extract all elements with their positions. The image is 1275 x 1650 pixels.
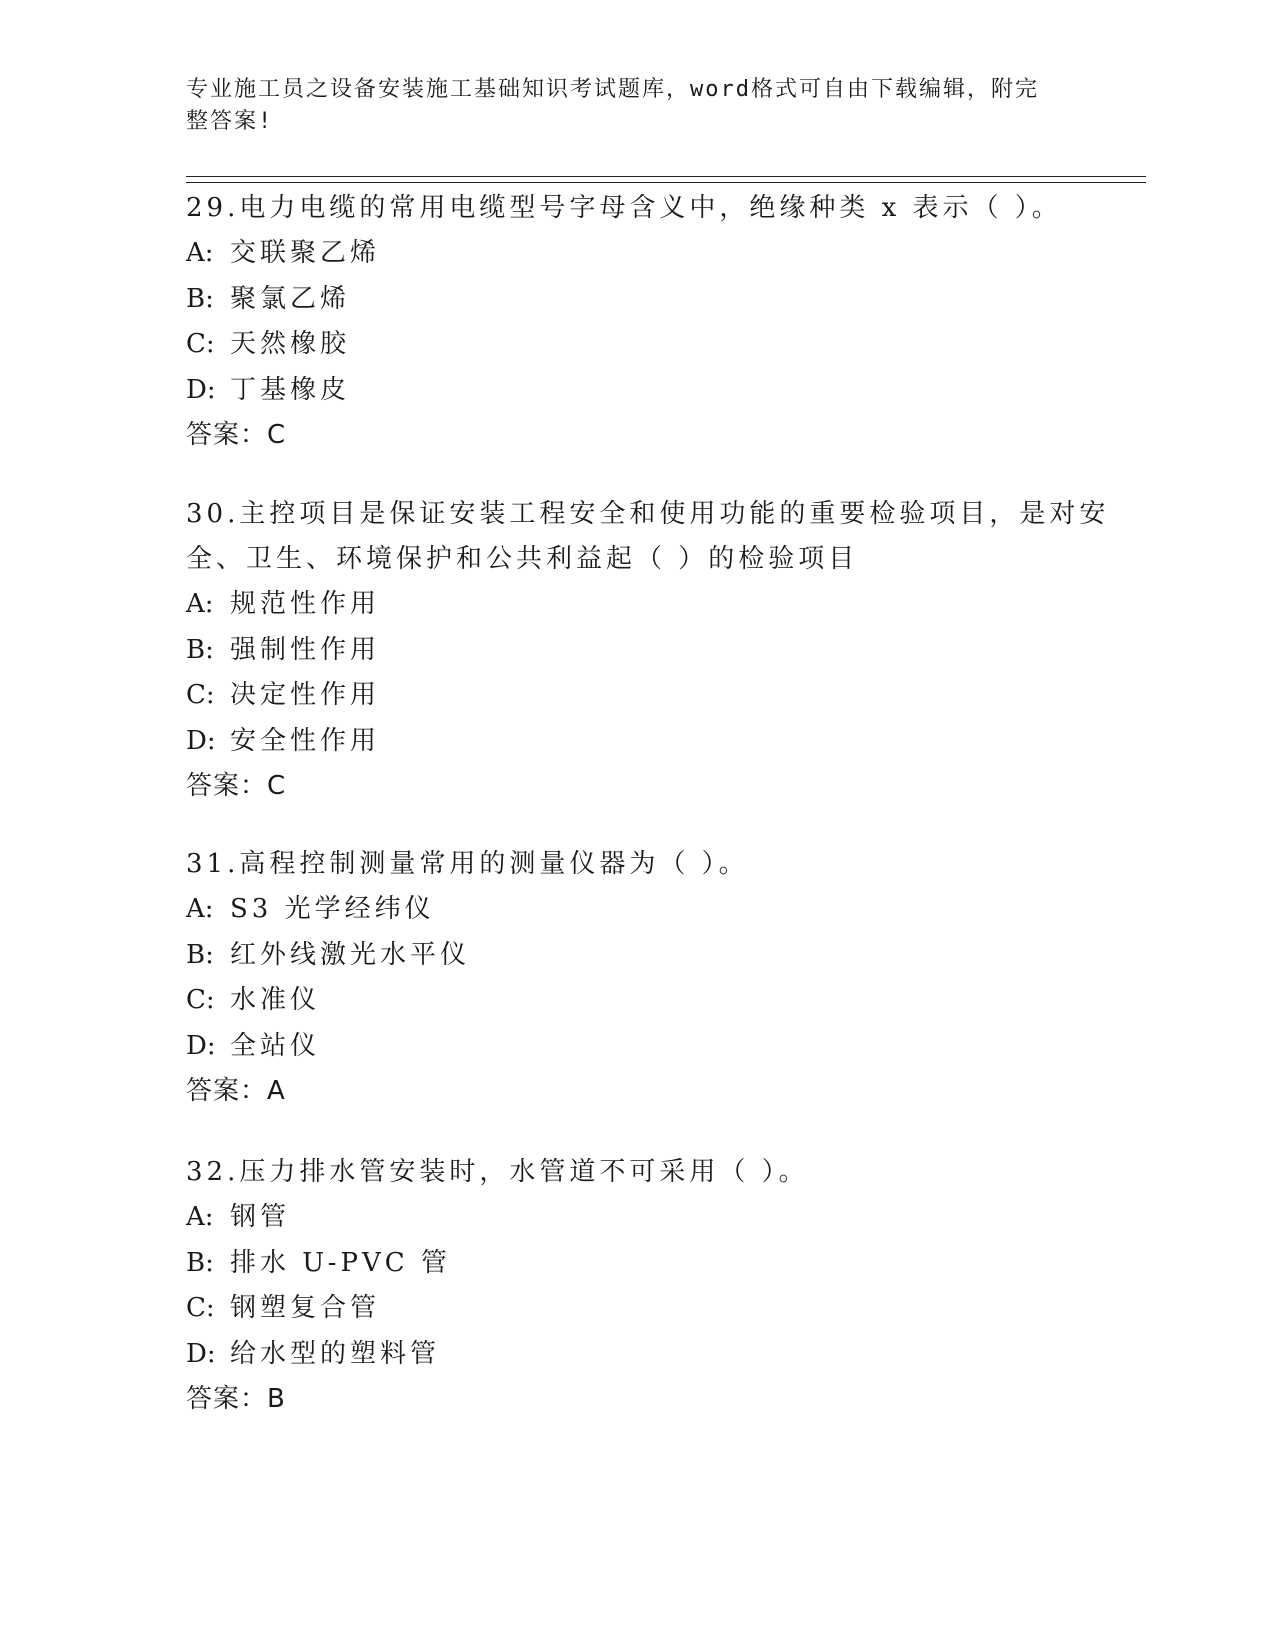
question-stem: 30.主控项目是保证安装工程安全和使用功能的重要检验项目，是对安 [186, 499, 1110, 529]
option-letter: C: [186, 680, 215, 710]
option-c [186, 322, 1086, 368]
option-a [186, 1195, 1086, 1241]
answer-label: 答案：B [186, 1384, 286, 1414]
option-b [186, 933, 1086, 979]
option-c [186, 1286, 1086, 1332]
question-31 [186, 842, 1086, 1114]
option-letter: A: [186, 894, 214, 924]
option-b [186, 1241, 1086, 1287]
question-32 [186, 1150, 1086, 1422]
question-30 [186, 492, 1110, 809]
option-text: 红外线激光水平仪 [230, 939, 471, 970]
document-header [186, 74, 1066, 138]
option-text: 强制性作用 [230, 634, 381, 665]
option-text: 钢塑复合管 [230, 1293, 381, 1323]
option-letter: C: [186, 985, 215, 1015]
option-letter: A: [186, 589, 214, 619]
header-line-2: 整答案! [186, 109, 274, 134]
option-letter: B: [186, 634, 214, 665]
option-text: 聚氯乙烯 [230, 283, 351, 314]
option-text: 天然橡胶 [230, 329, 351, 359]
option-c [186, 978, 1086, 1024]
option-letter: D: [186, 1338, 216, 1369]
option-letter: D: [186, 725, 216, 756]
option-text: 排水 U-PVC 管 [230, 1247, 451, 1278]
option-text: 交联聚乙烯 [230, 238, 381, 268]
header-divider-bottom [186, 182, 1146, 183]
option-text: 丁基橡皮 [230, 374, 351, 405]
option-text: S3 光学经纬仪 [230, 894, 435, 924]
option-text: 水准仪 [230, 985, 321, 1015]
option-letter: D: [186, 374, 216, 405]
option-c [186, 673, 1086, 719]
option-letter: C: [186, 329, 215, 359]
option-letter: D: [186, 1030, 216, 1061]
option-letter: A: [186, 238, 214, 268]
option-a [186, 887, 1086, 933]
question-stem: 29.电力电缆的常用电缆型号字母含义中，绝缘种类 x 表示（ ）。 [186, 193, 1062, 223]
option-d [186, 1332, 1086, 1378]
option-letter: B: [186, 1247, 214, 1278]
question-stem-continued: 全、卫生、环境保护和公共利益起（ ）的检验项目 [186, 544, 859, 574]
option-d [186, 1024, 1086, 1070]
answer-label: 答案：C [186, 771, 287, 801]
option-text: 全站仪 [230, 1030, 321, 1061]
option-b [186, 628, 1086, 674]
option-letter: B: [186, 939, 214, 970]
option-letter: A: [186, 1202, 214, 1232]
header-line-1: 专业施工员之设备安装施工基础知识考试题库，word格式可自由下载编辑，附完 [186, 77, 1039, 102]
option-text: 给水型的塑料管 [230, 1338, 441, 1369]
option-a [186, 582, 1086, 628]
option-d [186, 719, 1086, 765]
question-29 [186, 186, 1086, 458]
question-stem: 32.压力排水管安装时，水管道不可采用（ ）。 [186, 1157, 809, 1187]
question-stem: 31.高程控制测量常用的测量仪器为（ ）。 [186, 849, 749, 879]
option-d [186, 368, 1086, 414]
option-b [186, 277, 1086, 323]
option-text: 安全性作用 [230, 725, 381, 756]
header-divider-top [186, 176, 1146, 177]
option-text: 规范性作用 [230, 589, 381, 619]
answer-label: 答案：A [186, 1076, 286, 1106]
answer-label: 答案：C [186, 420, 287, 450]
option-letter: C: [186, 1293, 215, 1323]
option-a [186, 231, 1086, 277]
option-letter: B: [186, 283, 214, 314]
option-text: 决定性作用 [230, 680, 381, 710]
option-text: 钢管 [230, 1202, 291, 1232]
